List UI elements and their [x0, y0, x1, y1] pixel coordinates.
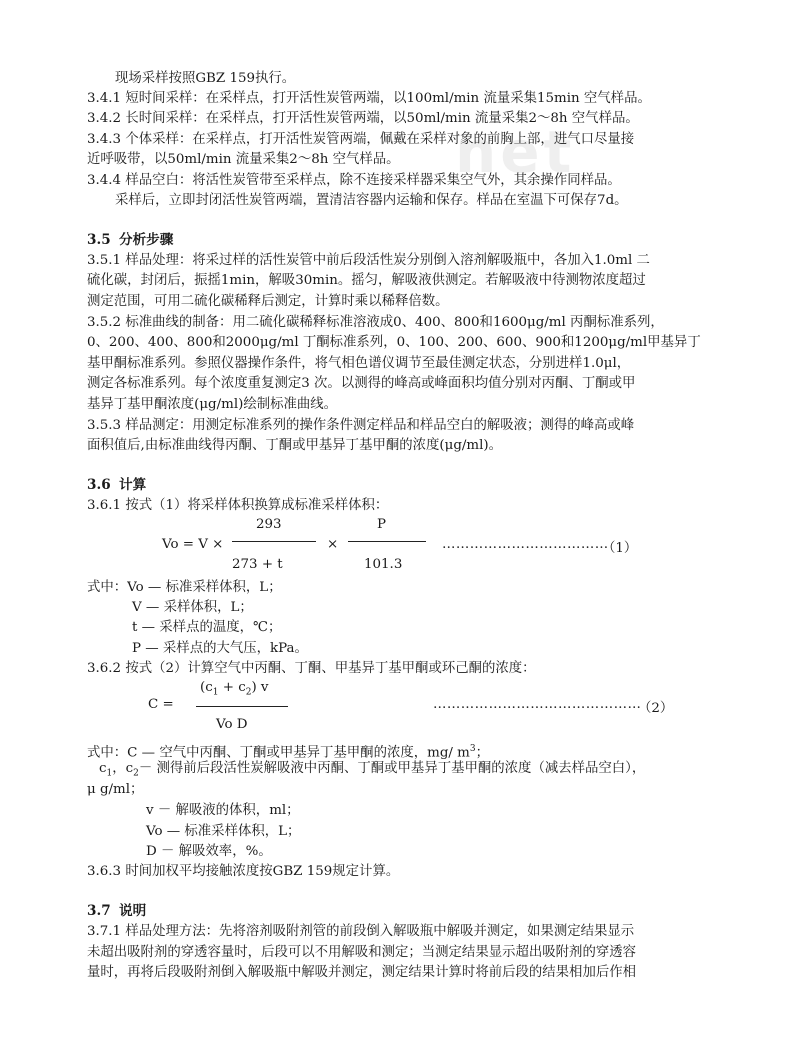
eq2-where-sup: 3 — [469, 744, 476, 754]
eq2-denominator: Vo D — [216, 717, 248, 732]
eq2-lhs: C = — [148, 697, 174, 712]
eq1-numerator-p: P — [377, 517, 387, 532]
eq2-num-part: (c — [200, 680, 213, 695]
watermark: net — [455, 118, 576, 186]
def-vo: Vo — 标准采样体积，L； — [146, 824, 301, 839]
eq2-where-text: 式中：C — 空气中丙酮、丁酮或甲基异丁基甲酮的浓度，mg/ m — [87, 745, 470, 761]
eq1-where: 式中：Vo — 标准采样体积，L； — [87, 580, 282, 595]
eq2-numerator — [200, 680, 268, 698]
para-3-5-3-cont: 面积值后,由标准曲线得丙酮、丁酮或甲基异丁基甲酮的浓度(μg/ml)。 — [87, 438, 503, 453]
def-t: t — 采样点的温度，℃； — [132, 620, 282, 635]
para-3-7-1: 3.7.1 样品处理方法：先将溶剂吸附剂管的前段倒入解吸瓶中解吸并测定，如果测定结果显示 — [87, 924, 635, 939]
eq1-denominator-101-3: 101.3 — [364, 557, 403, 572]
para-3-4-1: 3.4.1 短时间采样：在采样点，打开活性炭管两端，以100ml/min 流量采集15min 空气样品。 — [87, 91, 651, 106]
def-c-part: c — [99, 761, 107, 776]
eq2-leader-dots: ……………………………………… — [433, 697, 642, 712]
para-3-4-4: 3.4.4 样品空白：将活性炭管带至采样点，除不连接采样器采集空气外，其余操作同样品。 — [87, 173, 621, 188]
para-3-4-3: 3.4.3 个体采样：在采样点，打开活性炭管两端，佩戴在采样对象的前胸上部，进气口尽量接 — [87, 132, 635, 147]
para-3-5-3: 3.5.3 样品测定：用测定标准系列的操作条件测定样品和样品空白的解吸液；测得的峰高或峰 — [87, 418, 635, 433]
def-p: P — 采样点的大气压，kPa。 — [132, 641, 308, 656]
para-3-6-2: 3.6.2 按式（2）计算空气中丙酮、丁酮、甲基异丁基甲酮或环己酮的浓度： — [87, 661, 536, 676]
para-3-7-1-cont1: 未超出吸附剂的穿透容量时，后段可以不用解吸和测定；当测定结果显示超出吸附剂的穿透容 — [87, 945, 637, 960]
def-c-text: － 测得前后段活性炭解吸液中丙酮、丁酮或甲基异丁基甲酮的浓度（减去样品空白）， — [138, 761, 646, 776]
def-c-sub2: 2 — [133, 768, 139, 779]
eq1-denominator-273t: 273 + t — [232, 557, 283, 572]
eq1-numerator-293: 293 — [256, 517, 282, 532]
para-3-4-2: 3.4.2 长时间采样：在采样点，打开活性炭管两端，以50ml/min 流量采集2～8h 空气样品。 — [87, 111, 639, 126]
section-number: 3.6 — [87, 477, 111, 493]
eq1-times: × — [327, 537, 339, 552]
para-3-5-2: 3.5.2 标准曲线的制备：用二硫化碳稀释标准溶液成0、400、800和1600μg/ml 丙酮标准系列， — [87, 315, 664, 330]
def-c-sub1: 1 — [106, 768, 113, 779]
section-heading-3-6 — [87, 475, 146, 495]
para-3-7-1-cont2: 量时，再将后段吸附剂倒入解吸瓶中解吸并测定，测定结果计算时将前后段的结果相加后作相 — [87, 965, 637, 980]
para-3-5-2-cont3: 测定各标准系列。每个浓度重复测定3 次。以测得的峰高或峰面积均值分别对丙酮、丁酮或甲 — [87, 376, 636, 391]
eq2-num-part: + c — [218, 680, 246, 695]
section-number: 3.5 — [87, 232, 111, 248]
para-3-5-1-cont1: 硫化碳，封闭后，振摇1min，解吸30min。摇匀，解吸液供测定。若解吸液中待测物浓度超过 — [87, 273, 646, 288]
section-title: 说明 — [119, 903, 147, 919]
para-3-6-3: 3.6.3 时间加权平均接触浓度按GBZ 159规定计算。 — [87, 864, 400, 879]
para-3-5-2-cont1: 0、200、400、800和2000μg/ml 丁酮标准系列，0、100、200、600、900和1200μg/ml甲基异丁 — [87, 335, 701, 350]
def-v: V — 采样体积，L； — [132, 600, 253, 615]
para-3-5-2-cont4: 基异丁基甲酮浓度(μg/ml)绘制标准曲线。 — [87, 397, 338, 412]
eq2-sub-1: 1 — [212, 687, 219, 698]
para-3-5-2-cont2: 基甲酮标准系列。参照仪器操作条件，将气相色谱仪调节至最佳测定状态，分别进样1.0μl， — [87, 356, 631, 371]
eq1-fraction-bar-2 — [348, 541, 426, 542]
eq2-fraction-bar — [196, 706, 288, 707]
eq1-leader-dots: ……………………………… — [442, 537, 609, 552]
def-c1-c2 — [99, 759, 645, 784]
eq2-where-end: ； — [475, 745, 489, 761]
section-heading-3-7 — [87, 901, 146, 921]
para-3-5-1: 3.5.1 样品处理：将采过样的活性炭管中前后段活性炭分别倒入溶剂解吸瓶中，各加入1.0ml 二 — [87, 253, 650, 268]
para-3-4-3-cont: 近呼吸带，以50ml/min 流量采集2～8h 空气样品。 — [87, 152, 400, 167]
para-3-5-1-cont2: 测定范围，可用二硫化碳稀释后测定，计算时乘以稀释倍数。 — [87, 294, 449, 309]
eq1-lhs: Vo = V × — [162, 537, 224, 552]
def-v-lower: v － 解吸液的体积，ml； — [146, 803, 300, 818]
def-c-part: ，c — [112, 761, 134, 776]
section-number: 3.7 — [87, 903, 111, 919]
def-c-unit: μ g/ml； — [87, 782, 144, 797]
eq1-fraction-bar-1 — [232, 541, 316, 542]
eq2-num-part: ) v — [251, 680, 269, 695]
section-title: 分析步骤 — [119, 232, 174, 248]
eq2-sub-2: 2 — [245, 687, 252, 698]
section-heading-3-5 — [87, 230, 173, 250]
def-d: D － 解吸效率，%。 — [146, 844, 272, 859]
para-3-6-1: 3.6.1 按式（1）将采样体积换算成标准采样体积： — [87, 498, 389, 513]
sampling-storage-note: 采样后，立即封闭活性炭管两端，置清洁容器内运输和保存。样品在室温下可保存7d。 — [115, 193, 628, 208]
section-title: 计算 — [119, 477, 147, 493]
eq1-number: （1） — [602, 541, 638, 556]
sampling-intro: 现场采样按照GBZ 159执行。 — [115, 71, 296, 86]
eq2-number: （2） — [638, 701, 674, 716]
